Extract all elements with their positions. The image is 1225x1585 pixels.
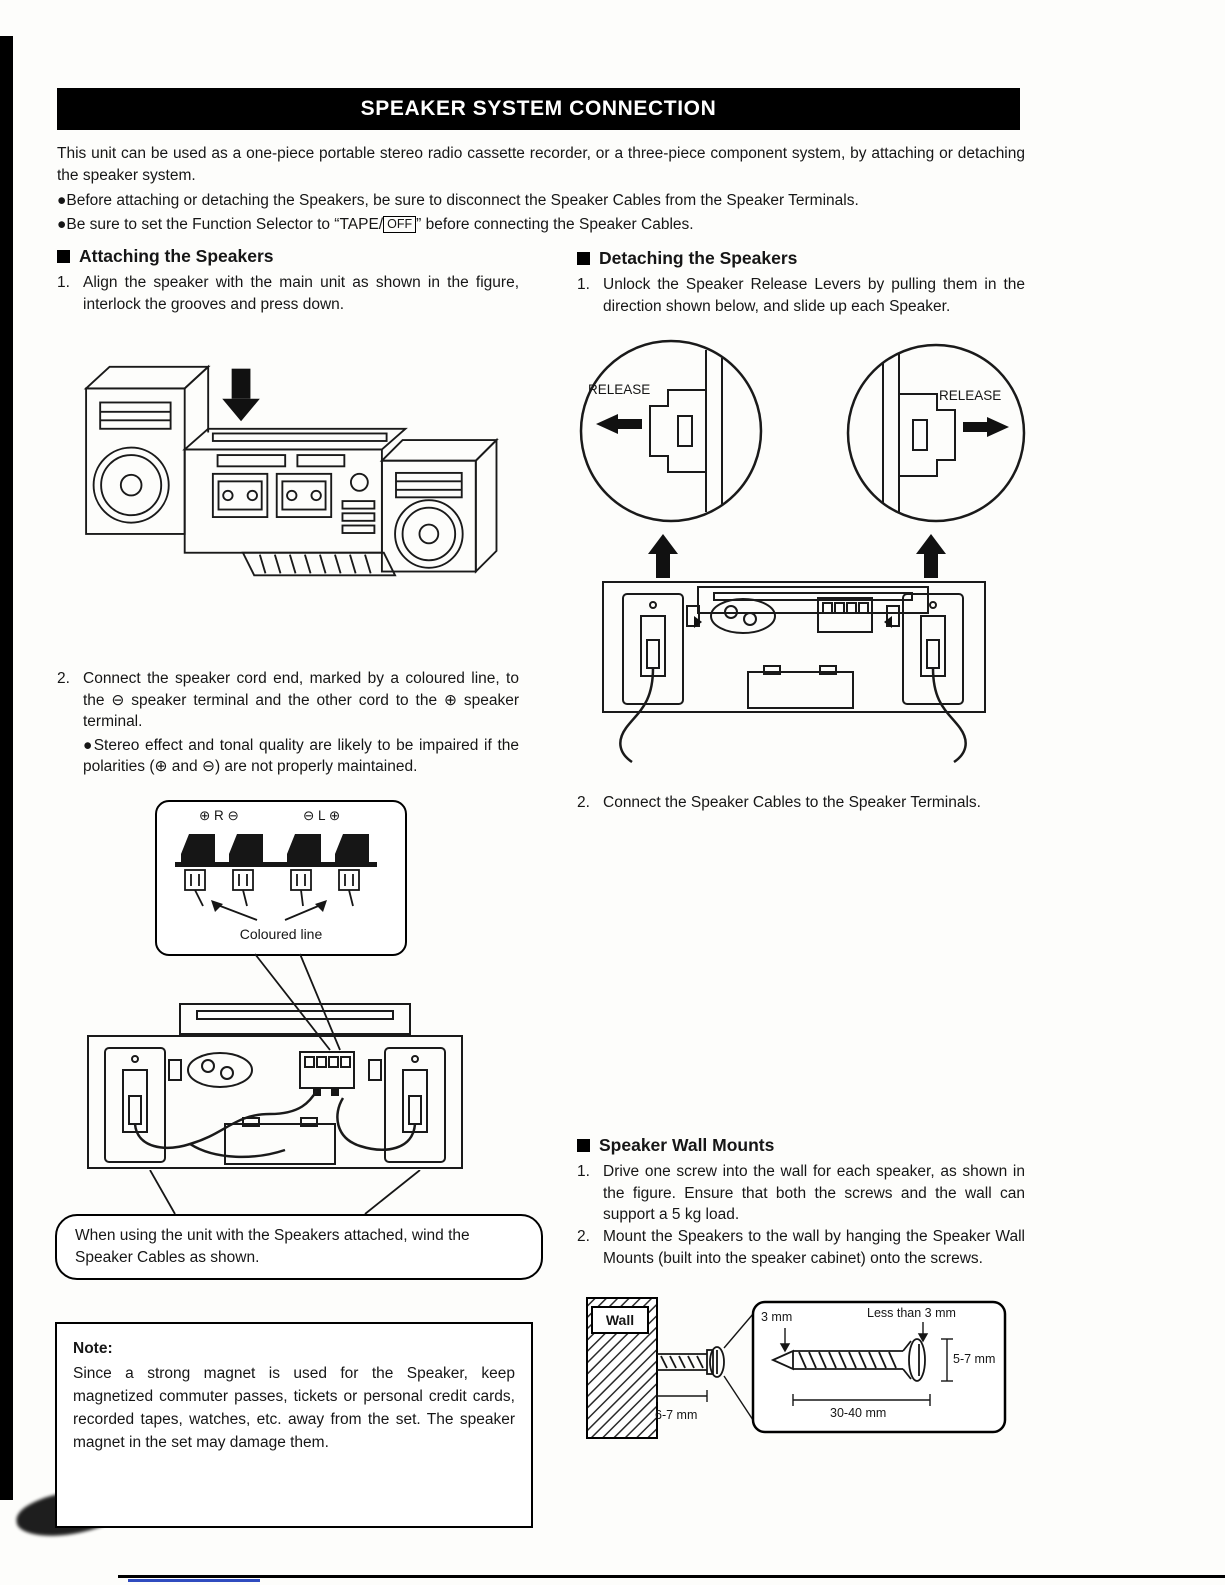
protrusion-dimension	[657, 1390, 707, 1402]
release-lever-right-figure	[845, 342, 1027, 524]
terminal-label-left-channel: ⊖ L ⊕	[303, 808, 341, 823]
release-direction-right-arrow-icon	[963, 417, 1009, 437]
boombox-figure	[72, 346, 504, 628]
dim-protrude-label: 6-7 mm	[655, 1408, 698, 1422]
intro-block	[57, 143, 1025, 235]
release-lever-left-figure	[578, 338, 764, 524]
dim-pitch-label: 3 mm	[761, 1310, 793, 1324]
step-number: 2.	[577, 1228, 590, 1245]
section-heading-label: Attaching the Speakers	[79, 246, 274, 266]
magnet-note-box	[55, 1322, 533, 1528]
cable-winding-figure	[85, 1002, 465, 1170]
step-text: Drive one screw into the wall for each speaker, as shown in the figure. Ensure that both the screws and the wall can support a 5 kg load.	[603, 1163, 1025, 1223]
section-square-icon	[577, 252, 590, 265]
detaching-step-1	[577, 274, 1025, 317]
wall-mount-figure	[585, 1296, 1015, 1448]
terminal-label-right-channel: ⊕ R ⊖	[199, 808, 239, 823]
release-label-left: RELEASE	[588, 382, 651, 397]
intro-bullet-2-pre: ●Be sure to set the Function Selector to “TAPE/	[57, 215, 384, 233]
section-heading-attaching	[57, 246, 274, 267]
step-number: 2.	[577, 794, 590, 811]
page-title-bar	[57, 88, 1020, 130]
terminal-graphic	[157, 828, 400, 924]
section-heading-wall-mounts	[577, 1135, 774, 1156]
press-down-arrow-icon	[222, 369, 260, 422]
wall-mounts-step-2	[577, 1226, 1025, 1269]
attaching-step-1	[57, 272, 519, 315]
wall-label-tag	[591, 1306, 649, 1334]
terminal-closeup-figure	[155, 800, 407, 956]
step-text: Connect the Speaker Cables to the Speaker Terminals.	[603, 794, 981, 811]
section-square-icon	[577, 1139, 590, 1152]
dim-length-label: 30-40 mm	[830, 1406, 887, 1420]
cable-winding-callout	[55, 1214, 543, 1280]
section-square-icon	[57, 250, 70, 263]
back-unit-detaching-illustration	[598, 532, 990, 770]
callout-text: When using the unit with the Speakers attached, wind the Speaker Cables as shown.	[75, 1227, 470, 1266]
scan-bottom-line	[118, 1575, 1225, 1578]
off-box: OFF	[383, 216, 416, 233]
intro-bullet-1: ●Before attaching or detaching the Speakers, be sure to disconnect the Speaker Cables from the Speaker Terminals.	[57, 192, 859, 209]
step-2-note: ●Stereo effect and tonal quality are likely to be impaired if the polarities (⊕ and ⊖) are not properly maintained.	[83, 736, 519, 775]
speaker-cables	[620, 668, 965, 762]
detaching-step-2	[577, 792, 1025, 814]
wall-screw	[657, 1347, 724, 1377]
intro-bullet-2	[57, 214, 1025, 236]
step-number: 1.	[57, 274, 70, 291]
lever-direction-mini-arrows	[694, 616, 892, 628]
attaching-step-2	[57, 668, 519, 778]
note-body: Since a strong magnet is used for the Speaker, keep magnetized commuter passes, tickets or personal credit cards, recorded tapes, watches, etc. away from the set. The speaker magnet in the set may damage them.	[73, 1365, 515, 1451]
section-heading-label: Speaker Wall Mounts	[599, 1135, 775, 1155]
step-number: 1.	[577, 276, 590, 293]
zoom-leader-lines	[724, 1314, 753, 1420]
release-direction-left-arrow-icon	[596, 414, 642, 434]
step-text: Mount the Speakers to the wall by hanging the Speaker Wall Mounts (built into the speaker cabinet) onto the screws.	[603, 1228, 1025, 1267]
boombox-illustration	[72, 346, 504, 628]
note-title: Note:	[73, 1340, 113, 1357]
step-number: 2.	[57, 670, 70, 687]
release-lever-right-illustration	[845, 342, 1027, 524]
dim-head-height-label: 5-7 mm	[953, 1352, 996, 1366]
step-number: 1.	[577, 1163, 590, 1180]
scan-edge-strip	[0, 36, 13, 1500]
page-title: SPEAKER SYSTEM CONNECTION	[360, 97, 717, 120]
section-heading-detaching	[577, 248, 797, 269]
wall-mounts-step-1	[577, 1161, 1025, 1226]
step-text: Align the speaker with the main unit as shown in the figure, interlock the grooves and press down.	[83, 274, 519, 313]
leader-lines-callout	[55, 1170, 505, 1214]
release-label-right: RELEASE	[939, 388, 1002, 403]
scan-blue-line	[128, 1579, 260, 1582]
back-unit-attaching-illustration	[85, 1002, 465, 1170]
coloured-line-label: Coloured line	[239, 926, 323, 942]
section-heading-label: Detaching the Speakers	[599, 248, 798, 268]
intro-paragraph: This unit can be used as a one-piece portable stereo radio cassette recorder, or a three-piece component system, by attaching or detaching the speaker system.	[57, 145, 1025, 184]
step-text: Connect the speaker cord end, marked by a coloured line, to the ⊖ speaker terminal and the other cord to the ⊕ speaker terminal.	[83, 670, 519, 730]
slide-up-figure	[598, 532, 990, 770]
dim-head-protrusion-label: Less than 3 mm	[867, 1306, 956, 1320]
intro-bullet-2-post: ” before connecting the Speaker Cables.	[416, 215, 694, 233]
release-lever-left-illustration	[578, 338, 764, 524]
step-text: Unlock the Speaker Release Levers by pulling them in the direction shown below, and slide up each Speaker.	[603, 276, 1025, 315]
slide-up-arrow-icons	[648, 534, 946, 578]
wall-label: Wall	[605, 1312, 635, 1328]
